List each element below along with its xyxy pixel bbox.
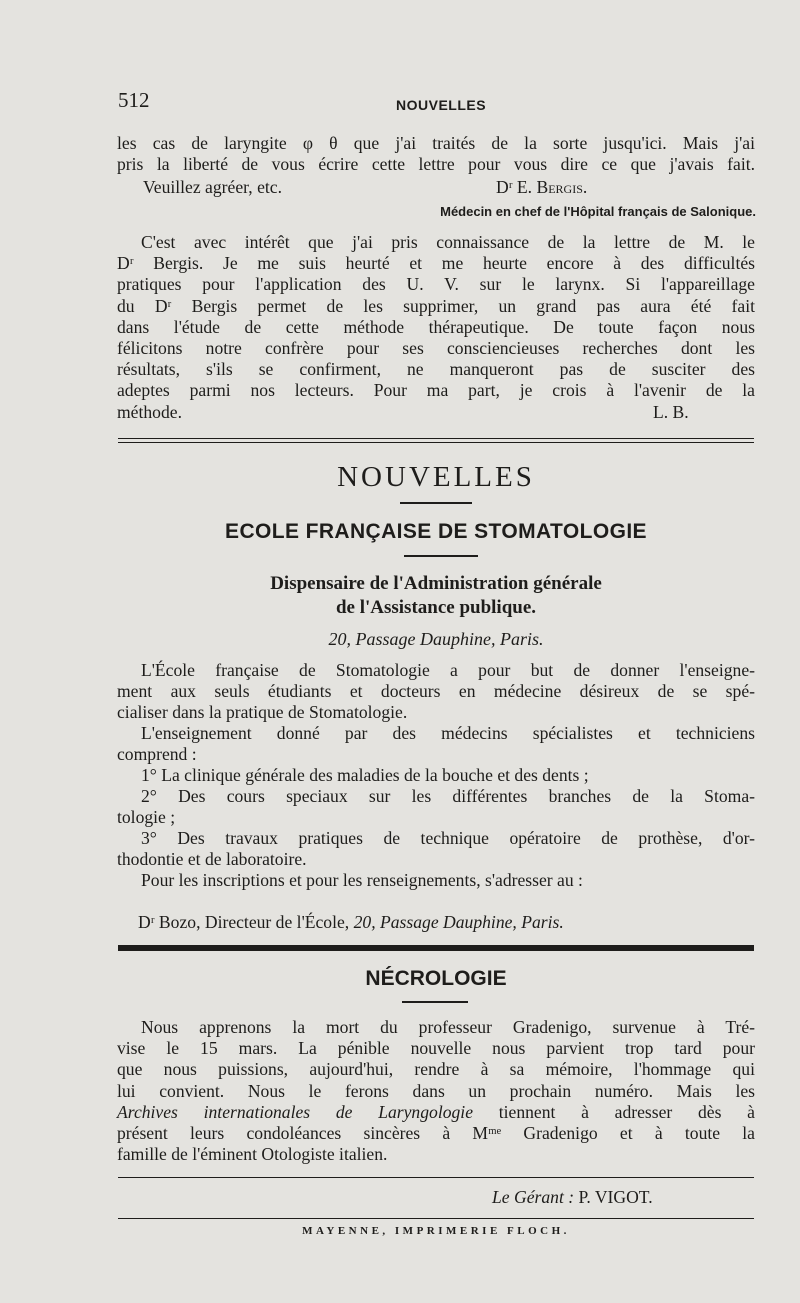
announcement-line: L'École française de Stomatologie a pour but de donner l'enseigne-	[141, 660, 755, 680]
announcement-line: thodontie et de laboratoire.	[117, 849, 307, 869]
title-underline	[404, 555, 478, 557]
announcement-line: 1° La clinique générale des maladies de la bouche et des dents ;	[141, 765, 589, 785]
section-divider	[118, 438, 754, 439]
commentary-ending: méthode.	[117, 401, 182, 422]
announcement-line: cialiser dans la pratique de Stomatologie.	[117, 702, 408, 722]
letter-line: pris la liberté de vous écrire cette lettre pour vous dire ce que j'avais fait.	[117, 154, 755, 175]
commentary-line: résultats, s'ils se confirment, ne manqueront pas de susciter des	[117, 359, 755, 380]
commentary-line: C'est avec intérêt que j'ai pris connaissance de la lettre de M. le	[141, 232, 755, 252]
heavy-divider	[118, 945, 754, 951]
obituary-text: tiennent à adresser dès à	[498, 1101, 755, 1122]
footer-rule	[118, 1218, 754, 1219]
page-number: 512	[118, 88, 150, 112]
contact-prefix: Dʳ Bozo, Directeur de l'École,	[138, 912, 350, 932]
nouvelles-title: NOUVELLES	[337, 461, 535, 493]
commentary-last-line	[117, 402, 755, 423]
obituary-line	[117, 1102, 755, 1123]
commentary-line: Dʳ Bergis. Je me suis heurté et me heurte encore à des difficultés	[117, 253, 755, 274]
letter-signature: Dʳ E. Bergis.	[496, 177, 588, 197]
title-underline	[400, 502, 472, 504]
running-title: NOUVELLES	[396, 97, 487, 113]
dispensary-title	[118, 572, 754, 620]
contact-line	[138, 912, 564, 933]
announcement-line: ment aux seuls étudiants et docteurs en médecine désireux de se spé-	[117, 681, 755, 701]
school-title: ECOLE FRANÇAISE DE STOMATOLOGIE	[225, 520, 647, 543]
gerant-label: Le Gérant :	[492, 1187, 575, 1207]
obituary-line: lui convient. Nous le ferons dans un prochain numéro. Mais les	[117, 1080, 755, 1101]
announcement-line: 2° Des cours speciaux sur les différentes branches de la Stoma-	[141, 786, 755, 806]
announcement-line: L'enseignement donné par des médecins spécialistes et techniciens	[141, 723, 755, 743]
announcement-line: comprend :	[117, 744, 197, 764]
gerant-line	[492, 1187, 653, 1208]
contact-address: 20, Passage Dauphine, Paris.	[353, 912, 564, 932]
commentary-line: adeptes parmi nos lecteurs. Pour ma part, je crois à l'avenir de la	[117, 380, 755, 401]
obituary-line: que nous puissions, aujourd'hui, rendre à sa mémoire, l'hommage qui	[117, 1059, 755, 1080]
journal-title: Archives internationales de Laryngologie	[117, 1101, 474, 1122]
letter-end	[117, 133, 755, 175]
obituary	[117, 1017, 755, 1165]
commentary-line: dans l'étude de cette méthode thérapeutique. De toute façon nous	[117, 316, 755, 337]
necrologie-title: NÉCROLOGIE	[365, 967, 507, 990]
obituary-line: présent leurs condoléances sincères à Mᵐᵉ Gradenigo et à toute la	[117, 1123, 755, 1144]
footer-rule	[118, 1177, 754, 1178]
school-announcement	[117, 660, 755, 891]
announcement-line: 3° Des travaux pratiques de technique opératoire de prothèse, d'or-	[141, 828, 755, 848]
obituary-line: vise le 15 mars. La pénible nouvelle nous parvient trop tard pour	[117, 1038, 755, 1059]
dispensary-line: de l'Assistance publique.	[335, 597, 537, 618]
commentary-line: du Dʳ Bergis permet de les supprimer, un grand pas aura été fait	[117, 295, 755, 316]
announcement-line: Pour les inscriptions et pour les renseignements, s'adresser au :	[141, 870, 583, 890]
signature-title: Médecin en chef de l'Hôpital français de Salonique.	[440, 204, 756, 219]
obituary-line: Nous apprenons la mort du professeur Gradenigo, survenue à Tré-	[141, 1017, 755, 1037]
commentary-initials: L. B.	[653, 401, 689, 422]
title-underline	[402, 1001, 468, 1003]
printer-imprint: MAYENNE, IMPRIMERIE FLOCH.	[302, 1225, 570, 1237]
editor-commentary	[117, 232, 755, 423]
commentary-line: pratiques pour l'application des U. V. sur le larynx. Si l'appareillage	[117, 274, 755, 295]
letter-closing: Veuillez agréer, etc.	[143, 177, 282, 197]
letter-line: les cas de laryngite φ θ que j'ai traités de la sorte jusqu'ici. Mais j'ai	[117, 133, 755, 153]
obituary-line: famille de l'éminent Otologiste italien.	[117, 1144, 388, 1165]
section-divider	[118, 442, 754, 443]
announcement-line: tologie ;	[117, 807, 176, 827]
gerant-name: P. VIGOT.	[578, 1187, 653, 1207]
dispensary-line: Dispensaire de l'Administration générale	[270, 573, 602, 594]
dispensary-address: 20, Passage Dauphine, Paris.	[328, 629, 544, 649]
commentary-line: félicitons notre confrère pour ses consciencieuses recherches dont les	[117, 338, 755, 359]
